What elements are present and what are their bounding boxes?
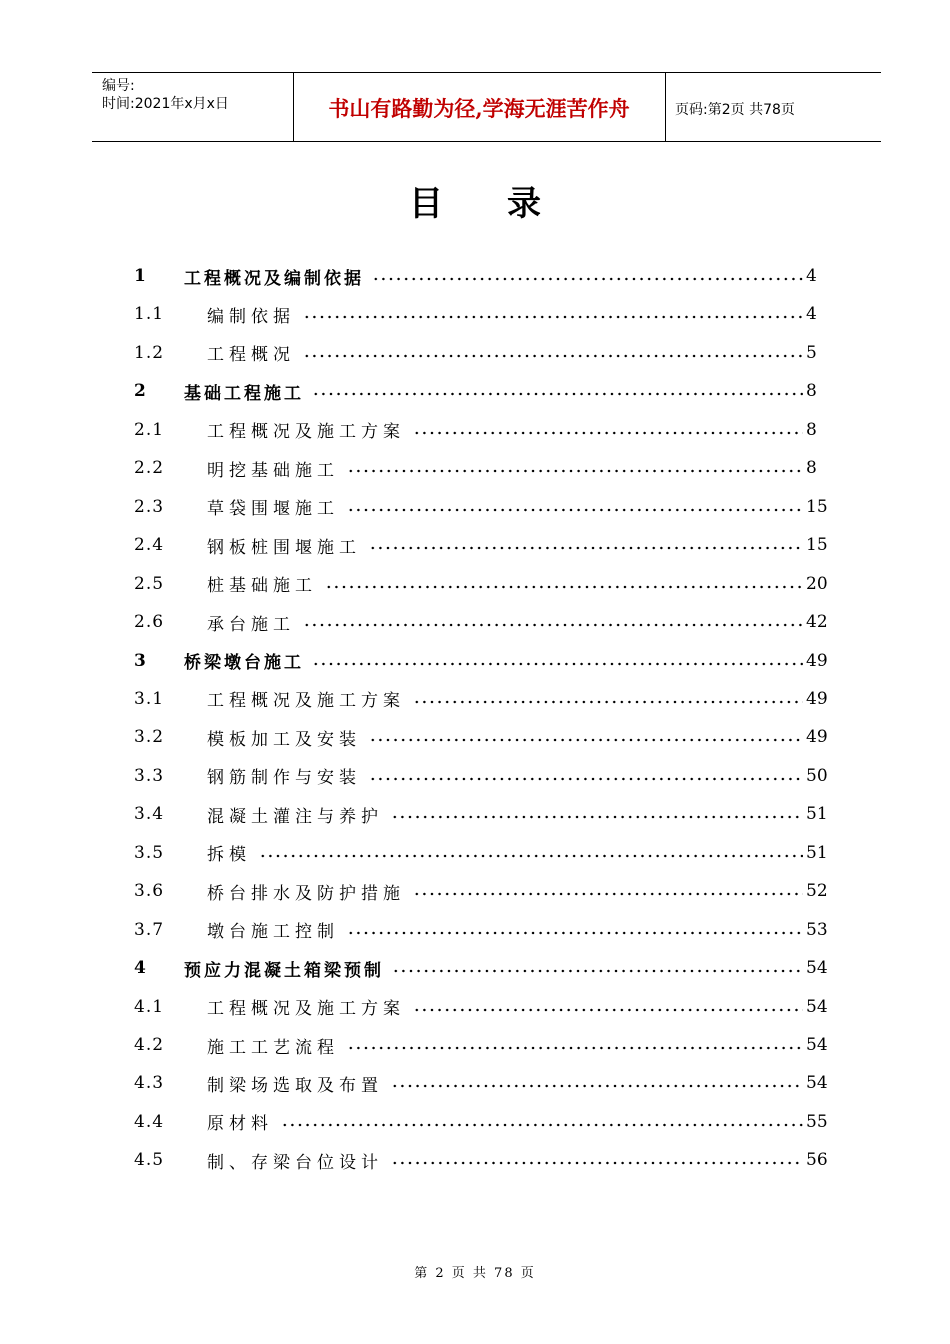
toc-leader-dots (347, 931, 803, 935)
toc-entry[interactable] (134, 530, 834, 560)
toc-entry-page: 8 (806, 458, 817, 479)
toc-entry-title: 草袋围堰施工 (207, 499, 339, 520)
toc-leader-dots (391, 1161, 803, 1165)
toc-leader-dots (312, 662, 803, 666)
toc-entry-number: 3.2 (134, 727, 165, 748)
toc-entry[interactable] (134, 1030, 834, 1060)
toc-entry-page: 52 (806, 881, 828, 902)
toc-leader-dots (413, 431, 803, 435)
toc-leader-dots (372, 277, 803, 281)
toc-leader-dots (413, 892, 803, 896)
toc-entry[interactable] (134, 761, 834, 791)
toc-entry[interactable] (134, 838, 834, 868)
toc-entry[interactable] (134, 1068, 834, 1098)
toc-entry[interactable] (134, 338, 834, 368)
toc-entry[interactable] (134, 569, 834, 599)
toc-entry[interactable] (134, 799, 834, 829)
toc-entry[interactable] (134, 261, 834, 291)
toc-entry-page: 54 (806, 1035, 828, 1055)
toc-entry-number: 3 (134, 650, 147, 671)
toc-entry[interactable] (134, 684, 834, 714)
toc-entry-page: 54 (806, 958, 828, 979)
toc-entry-page: 49 (806, 727, 828, 748)
toc-entry-title: 承台施工 (207, 614, 295, 635)
header-meta (102, 77, 229, 113)
toc-entry-number: 4.2 (134, 1035, 165, 1055)
toc-entry-title: 工程概况及施工方案 (207, 999, 405, 1020)
toc-entry-title: 制梁场选取及布置 (207, 1075, 383, 1096)
header-divider (665, 73, 666, 141)
toc-entry-number: 3.5 (134, 842, 165, 863)
toc-entry[interactable] (134, 992, 834, 1022)
toc-entry-page: 54 (806, 996, 828, 1017)
toc-leader-dots (347, 508, 803, 512)
toc-leader-dots (369, 546, 803, 550)
toc-leader-dots (325, 585, 803, 589)
header-page-info: 页码:第2页 共78页 (675, 102, 795, 118)
toc-entry[interactable] (134, 376, 834, 406)
toc-entry[interactable] (134, 492, 834, 522)
toc-entry-number: 4.1 (134, 996, 165, 1017)
toc-entry-number: 2 (134, 381, 147, 402)
toc-entry-title: 钢板桩围堰施工 (207, 537, 361, 558)
toc-entry[interactable] (134, 876, 834, 906)
toc-entry-page: 54 (806, 1073, 828, 1094)
toc-entry-title: 基础工程施工 (184, 383, 304, 404)
toc-entry-page: 8 (806, 381, 817, 402)
toc-entry-number: 3.7 (134, 919, 165, 940)
toc-leader-dots (259, 854, 803, 858)
toc-leader-dots (392, 969, 803, 973)
toc-entry-page: 4 (806, 304, 817, 325)
page-header (92, 72, 881, 142)
toc-entry-title: 混凝土灌注与养护 (207, 806, 383, 827)
toc-leader-dots (391, 1084, 803, 1088)
toc-entry-page: 50 (806, 765, 828, 786)
toc-leader-dots (312, 392, 803, 396)
page-footer: 第 2 页 共 78 页 (414, 1266, 536, 1281)
toc-entry[interactable] (134, 1107, 834, 1137)
toc-entry-page: 15 (806, 496, 828, 517)
toc-entry-number: 3.6 (134, 881, 165, 902)
toc-entry-title: 墩台施工控制 (207, 922, 339, 943)
toc-entry-page: 51 (806, 804, 828, 825)
toc-entry-number: 1.2 (134, 342, 165, 363)
toc-entry-title: 工程概况及编制依据 (184, 268, 364, 289)
toc-entry-page: 5 (806, 342, 817, 363)
toc-entry-page: 20 (806, 573, 828, 594)
toc-entry-title: 钢筋制作与安装 (207, 768, 361, 789)
toc-entry-number: 3.1 (134, 688, 165, 709)
toc-entry-page: 8 (806, 419, 817, 440)
toc-entry-title: 原材料 (207, 1114, 273, 1135)
toc-entry-title: 编制依据 (207, 306, 295, 327)
toc-entry-title: 明挖基础施工 (207, 460, 339, 481)
toc-entry-page: 15 (806, 535, 828, 556)
toc-entry-title: 工程概况 (207, 345, 295, 366)
toc-entry-number: 4 (134, 958, 147, 979)
toc-leader-dots (303, 623, 803, 627)
toc-entry[interactable] (134, 453, 834, 483)
toc-entry-title: 桥台排水及防护措施 (207, 883, 405, 904)
toc-entry-number: 3.3 (134, 765, 165, 786)
toc-entry[interactable] (134, 953, 834, 983)
toc-leader-dots (281, 1123, 803, 1127)
toc-entry-page: 51 (806, 842, 828, 863)
toc-entry-title: 预应力混凝土箱梁预制 (184, 960, 384, 981)
toc-entry-title: 施工工艺流程 (207, 1037, 339, 1058)
toc-leader-dots (413, 700, 803, 704)
toc-entry-page: 55 (806, 1111, 828, 1132)
toc-entry-number: 2.2 (134, 458, 165, 479)
toc-entry-title: 桩基础施工 (207, 576, 317, 597)
toc-entry[interactable] (134, 415, 834, 445)
toc-entry[interactable] (134, 646, 834, 676)
toc-entry-number: 3.4 (134, 804, 165, 825)
toc-entry-number: 2.5 (134, 573, 165, 594)
toc-entry[interactable] (134, 915, 834, 945)
toc-entry[interactable] (134, 607, 834, 637)
toc-entry-title: 模板加工及安装 (207, 729, 361, 750)
toc-entry-title: 工程概况及施工方案 (207, 691, 405, 712)
toc-entry-number: 2.3 (134, 496, 165, 517)
serial-label: 编号: (102, 78, 135, 94)
toc-entry-page: 56 (806, 1150, 828, 1171)
toc-entry[interactable] (134, 299, 834, 329)
toc-entry-number: 1 (134, 266, 147, 286)
toc-entry[interactable] (134, 1145, 834, 1175)
toc-leader-dots (303, 354, 803, 358)
toc-entry-title: 工程概况及施工方案 (207, 422, 405, 443)
toc-entry-page: 49 (806, 688, 828, 709)
toc-entry-page: 4 (806, 266, 817, 286)
toc-entry-number: 4.4 (134, 1111, 165, 1132)
toc-entry-page: 42 (806, 612, 828, 633)
toc-entry-title: 拆模 (207, 845, 251, 866)
toc-entry-page: 49 (806, 650, 828, 671)
toc-entry-number: 4.5 (134, 1150, 165, 1171)
toc-leader-dots (413, 1008, 803, 1012)
toc-leader-dots (347, 469, 803, 473)
toc-leader-dots (303, 315, 803, 319)
toc-leader-dots (369, 777, 803, 781)
toc-entry-number: 4.3 (134, 1073, 165, 1094)
toc-entry-number: 2.1 (134, 419, 165, 440)
toc-entry-title: 制、存梁台位设计 (207, 1152, 383, 1173)
toc-entry-title: 桥梁墩台施工 (184, 653, 304, 673)
toc-entry[interactable] (134, 722, 834, 752)
toc-entry-page: 53 (806, 919, 828, 940)
time-label: 时间:2021年x月x日 (102, 96, 229, 112)
toc-entry-number: 1.1 (134, 304, 165, 325)
toc-entry-number: 2.4 (134, 535, 165, 556)
toc-title: 目录 (409, 184, 605, 224)
header-motto: 书山有路勤为径,学海无涯苦作舟 (328, 96, 630, 121)
toc-entry-number: 2.6 (134, 612, 165, 633)
toc-leader-dots (391, 815, 803, 819)
toc-leader-dots (347, 1046, 803, 1050)
toc-leader-dots (369, 738, 803, 742)
